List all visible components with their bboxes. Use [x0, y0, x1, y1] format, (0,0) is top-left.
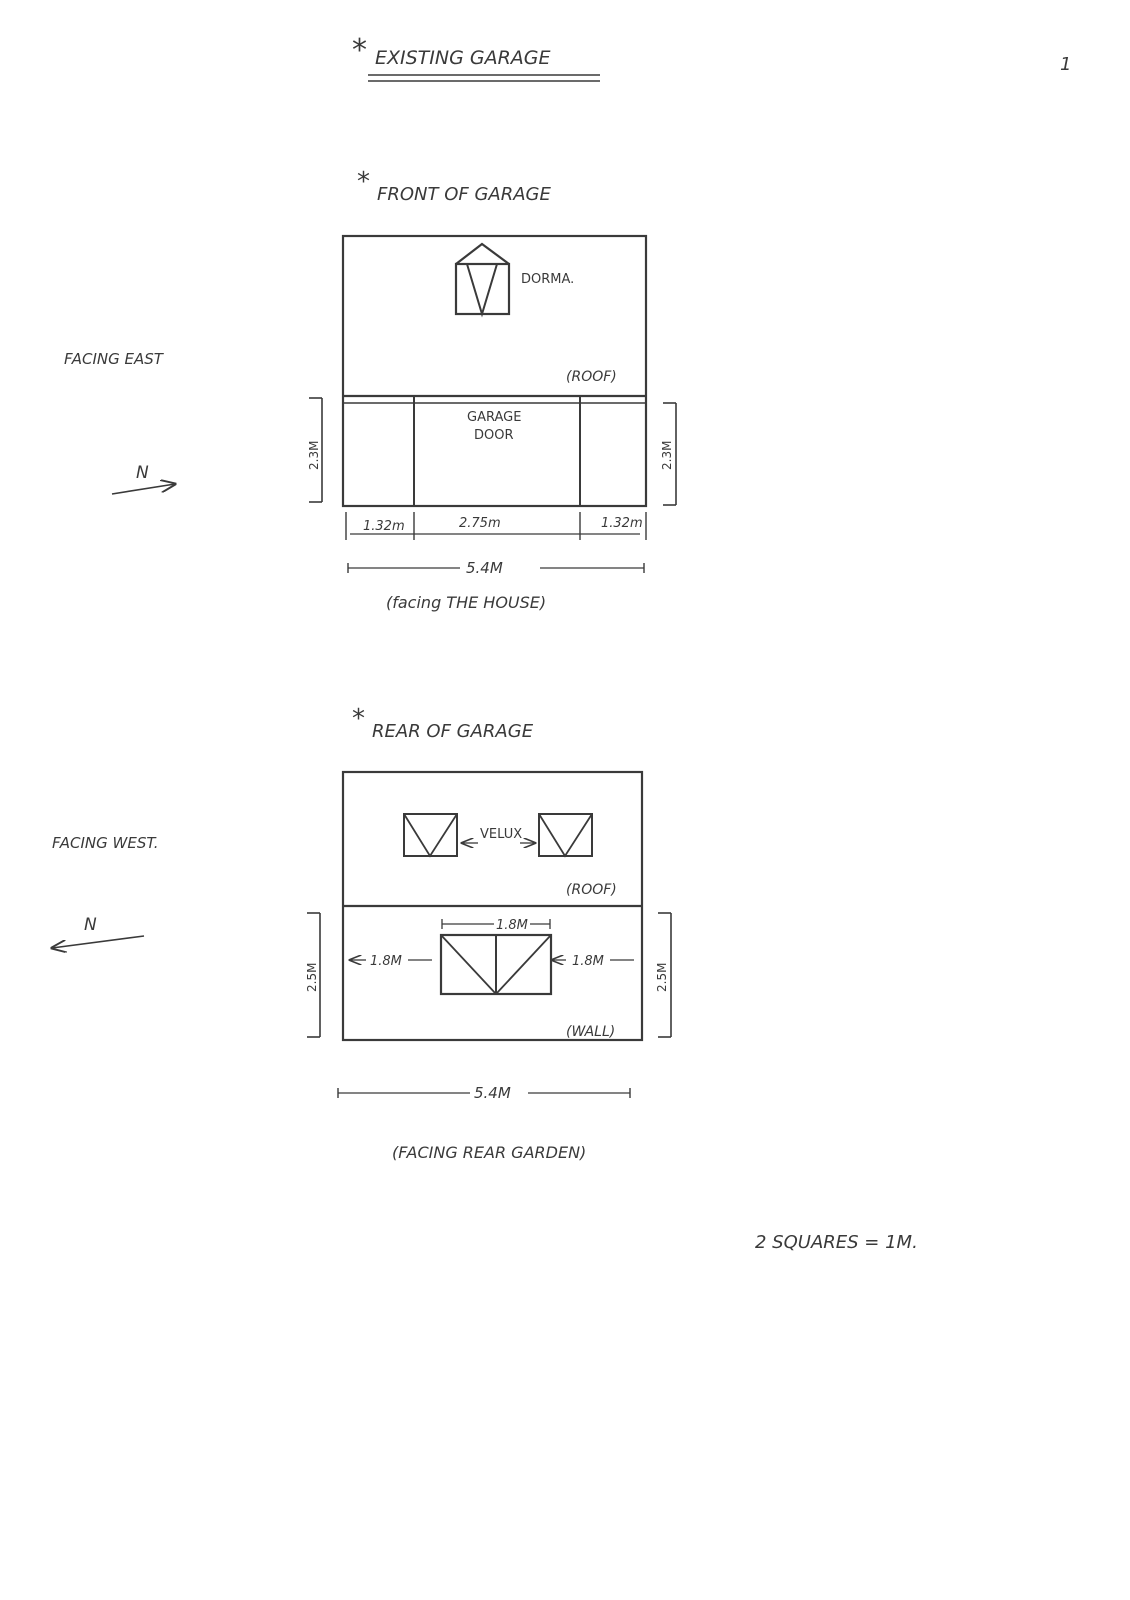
- scale-note: 2 SQUARES = 1M.: [755, 1232, 918, 1253]
- rear-wall-label: (WALL): [566, 1024, 616, 1040]
- front-width-label: 5.4M: [466, 559, 503, 577]
- garage-door-label-1: GARAGE: [467, 410, 522, 425]
- rear-orientation: FACING WEST.: [52, 834, 159, 852]
- page-title: EXISTING GARAGE: [375, 47, 551, 69]
- window-offset-right-label: 1.8M: [572, 954, 604, 969]
- dormer-window: [456, 244, 509, 314]
- front-heading-asterisk: *: [357, 167, 370, 197]
- front-orientation: FACING EAST: [64, 350, 163, 368]
- front-seg-right-label: 1.32m: [601, 516, 643, 531]
- front-north-arrow: [112, 484, 175, 494]
- rear-elevation: [52, 704, 671, 1162]
- front-elevation: [64, 167, 676, 612]
- velux-label: VELUX: [480, 827, 523, 842]
- front-roof-label: (ROOF): [566, 369, 617, 385]
- rear-height-left-label: 2.5M: [305, 962, 319, 992]
- front-heading: FRONT OF GARAGE: [377, 184, 551, 205]
- title-block: [352, 33, 1071, 81]
- front-seg-mid-label: 2.75m: [459, 516, 501, 531]
- rear-roof-label: (ROOF): [566, 882, 617, 898]
- velux-window-right: [539, 814, 592, 856]
- window-offset-left-label: 1.8M: [370, 954, 402, 969]
- rear-heading-asterisk: *: [352, 704, 365, 734]
- garage-door-label-2: DOOR: [474, 428, 514, 443]
- rear-wall-window: [441, 935, 551, 994]
- rear-width-label: 5.4M: [474, 1084, 511, 1102]
- rear-height-right-label: 2.5M: [655, 962, 669, 992]
- rear-north-arrow: [52, 936, 144, 948]
- front-north-label: N: [136, 463, 149, 483]
- velux-window-left: [404, 814, 457, 856]
- front-height-right-label: 2.3M: [660, 440, 674, 470]
- title-asterisk: *: [352, 33, 367, 68]
- front-caption: (facing THE HOUSE): [386, 593, 547, 612]
- dormer-label: DORMA.: [521, 272, 575, 287]
- page-number: 1: [1060, 54, 1072, 75]
- front-height-left-label: 2.3M: [307, 440, 321, 470]
- rear-north-label: N: [84, 915, 97, 935]
- window-width-label: 1.8M: [496, 918, 528, 933]
- front-seg-left-label: 1.32m: [363, 519, 405, 534]
- rear-heading: REAR OF GARAGE: [372, 721, 534, 742]
- rear-caption: (FACING REAR GARDEN): [392, 1143, 587, 1162]
